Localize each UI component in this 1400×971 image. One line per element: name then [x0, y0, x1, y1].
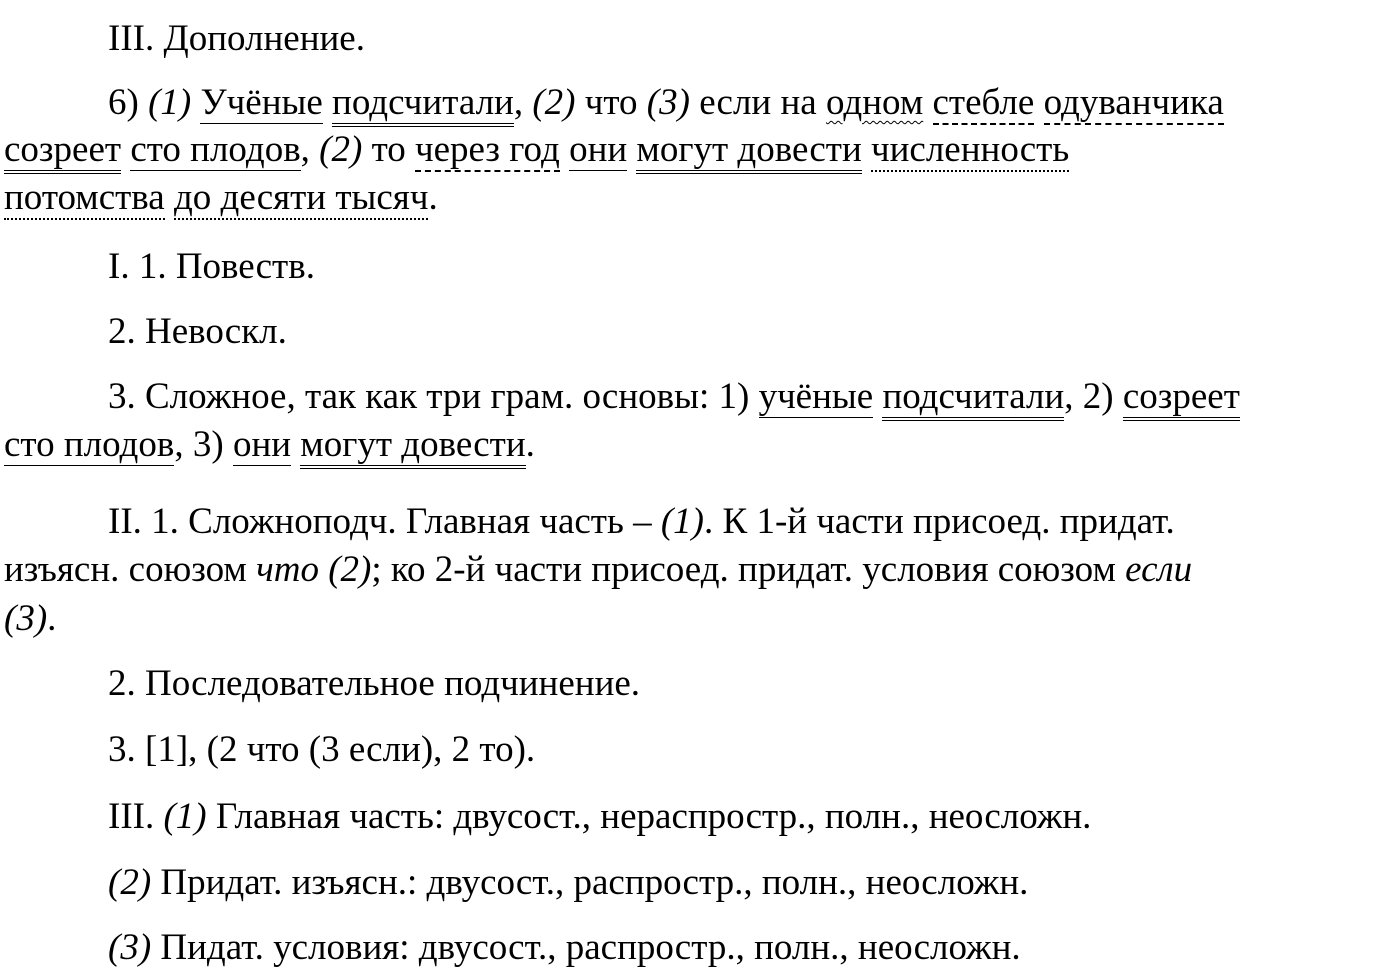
section-heading: III. Дополнение.	[108, 18, 365, 59]
adverbial: одуванчика	[1043, 82, 1224, 123]
space	[560, 129, 569, 170]
subject: сто плодов	[130, 129, 301, 170]
subject: Учёные	[200, 82, 323, 123]
subject: учёные	[758, 376, 874, 417]
clause-marker: (3)	[646, 82, 690, 123]
space	[323, 82, 332, 123]
text-fragment: Придат. изъясн.: двусост., распростр., полн., неосложн.	[151, 862, 1029, 903]
text-fragment: Главная часть: двусост., нераспростр., полн., неосложн.	[206, 796, 1092, 837]
predicate: подсчитали	[882, 376, 1064, 421]
text-fragment: . К 1-й части присоед. придат.	[704, 501, 1175, 542]
text-fragment: ,	[513, 82, 533, 123]
clause-marker: (1)	[148, 82, 192, 123]
clause-marker: (2)	[108, 862, 152, 903]
part-ii-line-2	[4, 551, 1192, 588]
space	[291, 424, 300, 465]
adverbial: стебле	[932, 82, 1035, 123]
clause-marker: (1)	[660, 501, 705, 542]
text-fragment: ,	[300, 129, 320, 170]
subject: они	[569, 129, 628, 170]
conjunction: что (2)	[256, 549, 372, 590]
sentence-line-3	[4, 179, 438, 216]
object: до десяти тысяч	[173, 177, 429, 218]
part-ii-line-1	[108, 503, 1175, 540]
space	[862, 129, 871, 170]
attribute: одном	[825, 82, 924, 123]
clause-marker: (2)	[532, 82, 576, 123]
text-fragment: что	[575, 82, 647, 123]
sentence-line-1	[108, 84, 1224, 121]
part-ii-item-2: 2. Последовательное подчинение.	[108, 663, 641, 704]
object: потомства	[4, 177, 165, 218]
subject: они	[232, 424, 292, 465]
part-iii-line-3	[108, 929, 1021, 966]
clause-marker: (3)	[108, 927, 152, 968]
predicate: созреет	[1123, 376, 1240, 421]
text-fragment: II. 1. Сложноподч. Главная часть –	[108, 501, 661, 542]
space	[165, 177, 174, 218]
text-fragment: , 2)	[1064, 376, 1123, 417]
text-fragment: .	[525, 424, 535, 465]
text-fragment: Пидат. условия: двусост., распростр., полн., неосложн.	[151, 927, 1021, 968]
object: численность	[871, 129, 1070, 170]
text-fragment: если на	[689, 82, 826, 123]
predicate: могут довести	[300, 424, 525, 469]
space	[1034, 82, 1043, 123]
predicate: подсчитали	[332, 82, 514, 127]
space	[121, 129, 130, 170]
space	[923, 82, 932, 123]
clause-marker: (3)	[4, 598, 48, 639]
text-fragment: III.	[108, 796, 164, 837]
predicate: созреет	[4, 129, 121, 174]
part-ii-line-3	[4, 600, 56, 637]
subject: сто плодов	[4, 424, 175, 465]
text-fragment: то	[362, 129, 416, 170]
text-fragment: .	[47, 598, 57, 639]
part-i-item-1: I. 1. Повеств.	[108, 246, 315, 287]
adverbial: через год	[415, 129, 560, 170]
part-iii-line-1	[108, 798, 1091, 835]
clause-marker: (1)	[163, 796, 207, 837]
part-i-item-3	[108, 378, 1240, 415]
part-iii-line-2	[108, 864, 1028, 901]
text-fragment: .	[428, 177, 438, 218]
clause-marker: (2)	[319, 129, 363, 170]
text-fragment: , 3)	[174, 424, 233, 465]
part-i-item-3-cont	[4, 426, 535, 463]
sentence-number: 6)	[108, 82, 149, 123]
part-ii-item-3: 3. [1], (2 что (3 если), 2 то).	[108, 729, 536, 770]
conjunction: если	[1125, 549, 1193, 590]
text-fragment: изъясн. союзом	[4, 549, 257, 590]
sentence-line-2	[4, 131, 1069, 168]
predicate: могут довести	[636, 129, 861, 174]
text-fragment: 3. Сложное, так как три грам. основы: 1)	[108, 376, 759, 417]
part-i-item-2: 2. Невоскл.	[108, 311, 287, 352]
text-fragment: ; ко 2-й части присоед. придат. условия союзом	[371, 549, 1126, 590]
